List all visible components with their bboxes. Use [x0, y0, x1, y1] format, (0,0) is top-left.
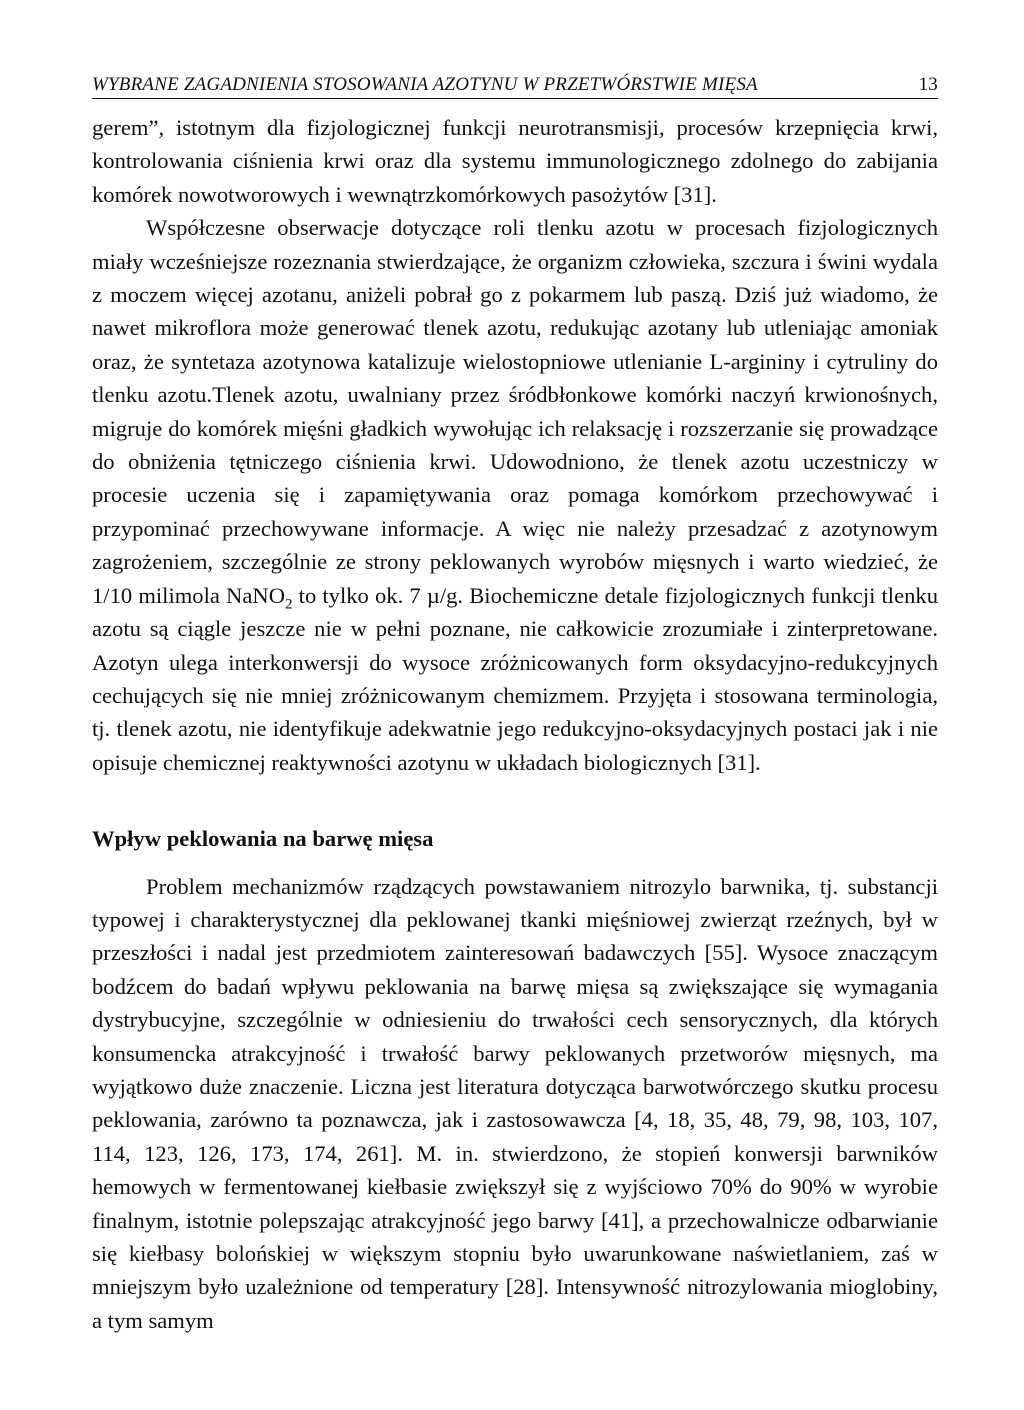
paragraph-2-text-a: Współczesne obserwacje dotyczące roli tlenku azotu w procesach fizjologicznych miały wcześniejsze rozeznania stwierdzające, że organizm człowieka, szczura i świni wydala z moczem więcej azotanu, aniżeli pobrał go z pokarmem lub paszą. Dziś już wiadomo, że nawet mikroflora może generować tlenek azotu, redukując azotany lub utleniając amoniak oraz, że syntetaza azotynowa katalizuje wielostopniowe utlenianie L-argininy i cytruliny do tlenku azotu.Tlenek azotu, uwalniany przez śródbłonkowe komórki naczyń krwionośnych, migruje do komórek mięśni gładkich wywołując ich relaksację i rozszerzanie się prowadzące do obniżenia tętniczego ciśnienia krwi. Udowodniono, że tlenek azotu uczestniczy w procesie uczenia się i zapamiętywania oraz pomaga komórkom przechowywać i przypominać przechowywane informacje. A więc nie należy przesadzać z azotynowym zagrożeniem, szczególnie ze strony peklowanych wyrobów mięsnych i warto wiedzieć, że 1/10 milimola NaNO: [92, 215, 938, 608]
paragraph-1: gerem”, istotnym dla fizjologicznej funkcji neurotransmisji, procesów krzepnięcia krwi, kontrolowania ciśnienia krwi oraz dla systemu immunologicznego zdolnego do zabijania komórek nowotworowych i wewnątrzkomórkowych pasożytów [31].: [92, 115, 938, 207]
running-title: WYBRANE ZAGADNIENIA STOSOWANIA AZOTYNU W PRZETWÓRSTWIE MIĘSA: [92, 74, 758, 95]
document-page: [92, 74, 938, 1337]
running-header: [92, 74, 938, 99]
section-heading: Wpływ peklowania na barwę mięsa: [92, 826, 434, 852]
page-number: 13: [918, 74, 938, 95]
nano2-subscript: 2: [285, 596, 293, 613]
paragraph-2-text-b: to tylko ok. 7 µ/g. Biochemiczne detale fizjologicznych funkcji tlenku azotu są ciągle jeszcze nie w pełni poznane, nie całkowicie zrozumiałe i zinterpretowane. Azotyn ulega interkonwersji do wysoce zróżnicowanych form oksydacyjno-redukcyjnych cechujących się nie mniej zróżnicowanym chemizmem. Przyjęta i stosowana terminologia, tj. tlenek azotu, nie identyfikuje adekwatnie jego redukcyjno-oksydacyjnych postaci jak i nie opisuje chemicznej reaktywności azotynu w układach biologicznych [31].: [92, 582, 938, 775]
paragraph-3: Problem mechanizmów rządzących powstawaniem nitrozylo barwnika, tj. substancji typowej i charakterystycznej dla peklowanej tkanki mięśniowej zwierząt rzeźnych, był w przeszłości i nadal jest przedmiotem zainteresowań badawczych [55]. Wysoce znaczącym bodźcem do badań wpływu peklowania na barwę mięsa są zwiększające się wymagania dystrybucyjne, szczególnie w odniesieniu do trwałości cech sensorycznych, dla których konsumencka atrakcyjność i trwałość barwy peklowanych przetworów mięsnych, ma wyjątkowo duże znaczenie. Liczna jest literatura dotycząca barwotwórczego skutku procesu peklowania, zarówno ta poznawcza, jak i zastosowawcza [4, 18, 35, 48, 79, 98, 103, 107, 114, 123, 126, 173, 174, 261]. M. in. stwierdzono, że stopień konwersji barwników hemowych w fermentowanej kiełbasie zwiększył się z wyjściowo 70% do 90% w wyrobie finalnym, istotnie polepszając atrakcyjność jego barwy [41], a przechowalnicze odbarwianie się kiełbasy bolońskiej w większym stopniu było uwarunkowane naświetlaniem, zaś w mniejszym było uzależnione od temperatury [28]. Intensywność nitrozylowania mioglobiny, a tym samym: [92, 873, 938, 1333]
paragraph-2: [92, 211, 938, 779]
